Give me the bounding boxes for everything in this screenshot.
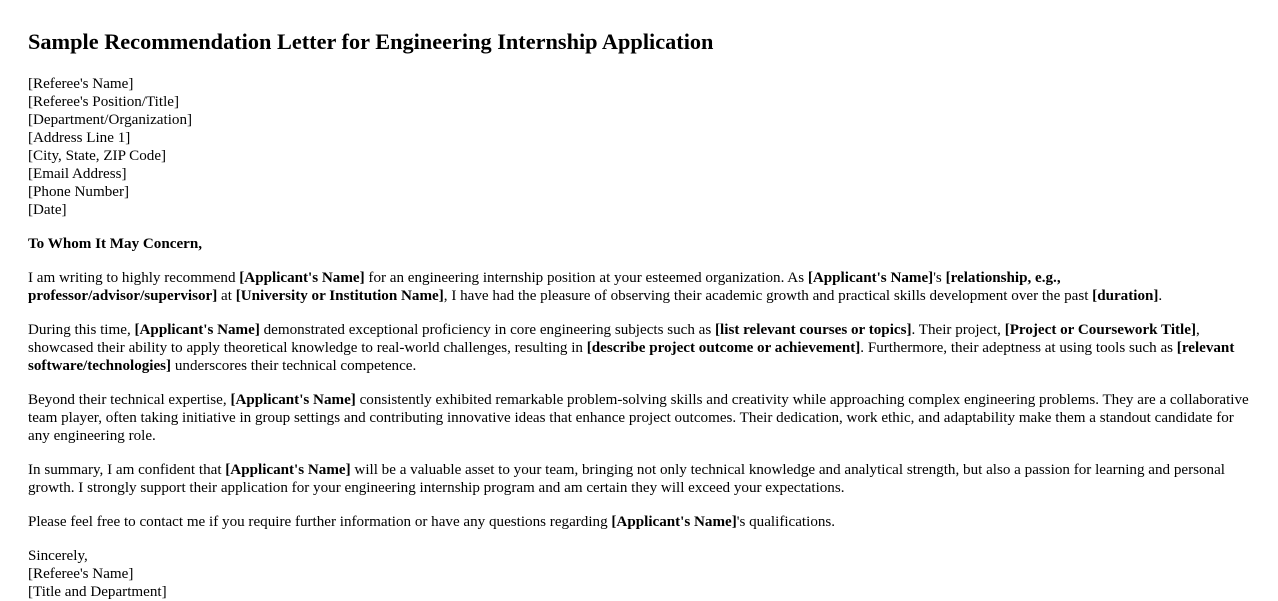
text: In summary, I am confident that [28, 462, 226, 478]
address-line-phone: [Phone Number] [28, 184, 130, 200]
closing-line: Sincerely, [28, 548, 88, 564]
signature-title: [Title and Department] [28, 584, 167, 600]
address-line-date: [Date] [28, 202, 67, 218]
text: . Their project, [911, 322, 1005, 338]
text: During this time, [28, 322, 135, 338]
placeholder-applicant-name: [Applicant's Name] [230, 392, 356, 408]
placeholder-applicant-name: [Applicant's Name] [611, 514, 737, 530]
address-line-street: [Address Line 1] [28, 130, 131, 146]
placeholder-duration: [duration] [1092, 288, 1159, 304]
paragraph-introduction [28, 269, 1250, 305]
signature-block [28, 547, 1250, 601]
paragraph-contact [28, 513, 1250, 531]
text: , I have had the pleasure of observing their academic growth and practical skills development over the past [443, 288, 1093, 304]
text: at [217, 288, 236, 304]
text: . Furthermore, their adeptness at using tools such as [860, 340, 1177, 356]
text: consistently exhibited remarkable problem-solving skills and creativity while approaching complex engineering problems. They are a collaborative team player, often taking initiative in group settings and contributing innovative ideas that enhance project outcomes. Their dedication, work ethic, and adaptability make them a standout candidate for any engineering role. [28, 392, 1249, 444]
signature-referee-name: [Referee's Name] [28, 566, 134, 582]
text: Beyond their technical expertise, [28, 392, 231, 408]
address-line-email: [Email Address] [28, 166, 127, 182]
text: Please feel free to contact me if you require further information or have any questions regarding [28, 514, 612, 530]
text: 's [933, 270, 946, 286]
placeholder-institution: [University or Institution Name] [235, 288, 444, 304]
text: underscores their technical competence. [171, 358, 417, 374]
salutation: To Whom It May Concern, [28, 236, 203, 252]
placeholder-courses: [list relevant courses or topics] [715, 322, 912, 338]
text: will be a valuable asset to your team, bringing not only technical knowledge and analytical strength, but also a passion for learning and personal growth. I strongly support their application for your engineering internship program and am certain they will exceed your expectations. [28, 462, 1225, 496]
paragraph-expertise [28, 391, 1250, 445]
address-line-department: [Department/Organization] [28, 112, 193, 128]
placeholder-project-title: [Project or Coursework Title] [1004, 322, 1196, 338]
referee-address-block [28, 75, 1250, 219]
text: . [1158, 288, 1163, 304]
address-line-position: [Referee's Position/Title] [28, 94, 179, 110]
text: 's qualifications. [736, 514, 836, 530]
placeholder-project-outcome: [describe project outcome or achievement] [586, 340, 861, 356]
placeholder-applicant-name: [Applicant's Name] [239, 270, 365, 286]
placeholder-applicant-name: [Applicant's Name] [225, 462, 351, 478]
placeholder-applicant-name: [Applicant's Name] [134, 322, 260, 338]
paragraph-summary [28, 461, 1250, 497]
address-line-referee-name: [Referee's Name] [28, 76, 134, 92]
page-title: Sample Recommendation Letter for Engineering Internship Application [28, 29, 714, 54]
text: for an engineering internship position at your esteemed organization. As [364, 270, 808, 286]
placeholder-software: [relevant software/technologies] [28, 340, 1235, 374]
placeholder-relationship: [relationship, e.g., professor/advisor/supervisor] [28, 270, 1061, 304]
text: , showcased their ability to apply theoretical knowledge to real-world challenges, resulting in [28, 322, 1200, 356]
text: I am writing to highly recommend [28, 270, 240, 286]
paragraph-proficiency [28, 321, 1250, 375]
text: demonstrated exceptional proficiency in core engineering subjects such as [259, 322, 716, 338]
placeholder-applicant-name: [Applicant's Name] [807, 270, 934, 286]
letter-content [28, 75, 1250, 601]
address-line-city: [City, State, ZIP Code] [28, 148, 167, 164]
